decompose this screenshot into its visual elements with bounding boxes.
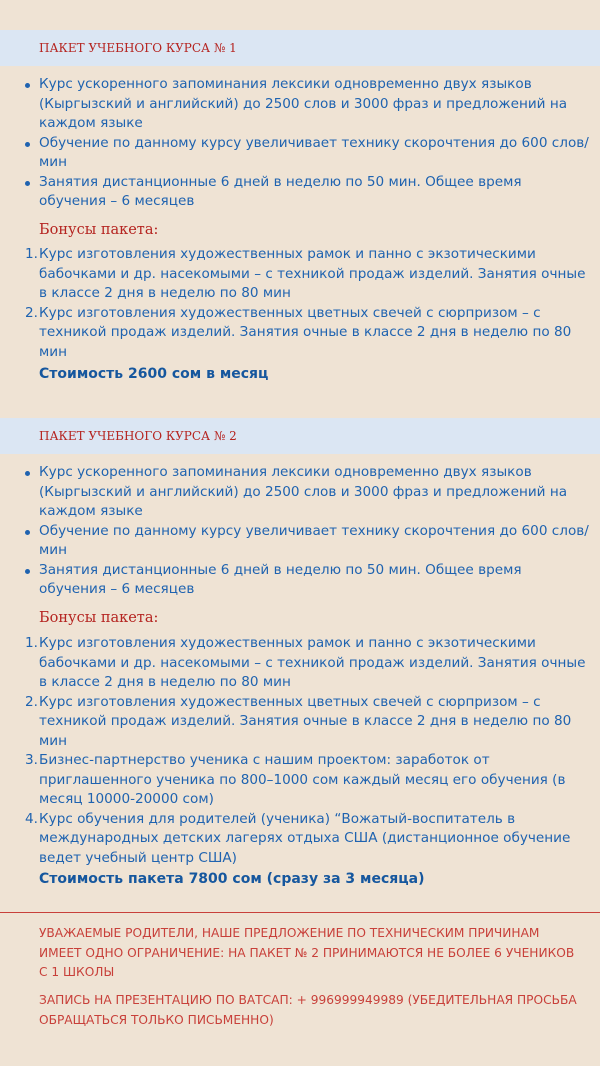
package1-bonus-title: Бонусы пакета:: [39, 222, 159, 238]
list-item: [22, 304, 592, 363]
list-item: [22, 173, 592, 212]
bonus-number: 3.: [25, 752, 38, 768]
list-item: [22, 751, 592, 810]
bullet-icon: [25, 83, 30, 88]
list-item: [22, 75, 592, 134]
bonus-text: Курс обучения для родителей (ученика) “Вожатый-воспитатель в международных детских лагерях отдыха США (дистанционное обучение ведет учебный центр США): [39, 810, 571, 866]
notice-contact: ЗАПИСЬ НА ПРЕЗЕНТАЦИЮ ПО ВАТСАП: + 996999949989 (УБЕДИТЕЛЬНАЯ ПРОСЬБА ОБРАЩАТЬСЯ ТОЛЬКО ПИСЬМЕННО): [39, 993, 577, 1027]
bullet-icon: [25, 569, 30, 574]
package2-bonus-title: Бонусы пакета:: [39, 610, 159, 626]
package2-header-band: [0, 418, 600, 454]
bullet-icon: [25, 181, 30, 186]
bonus-number: 1.: [25, 635, 38, 651]
list-item: [22, 561, 592, 600]
bonus-text: Курс изготовления художественных рамок и панно с экзотическими бабочками и др. насекомыми – с техникой продаж изделий. Занятия очные в классе 2 дня в неделю по 80 мин: [39, 635, 586, 690]
bonus-number: 1.: [25, 246, 38, 262]
list-item: [22, 810, 592, 869]
point-text: Курс ускоренного запоминания лексики одновременно двух языков (Кыргызский и английский) до 2500 слов и 3000 фраз и предложений на каждом языке: [39, 76, 568, 131]
list-item: [22, 134, 592, 173]
package1-bonus-list: [22, 245, 592, 362]
point-text: Курс ускоренного запоминания лексики одновременно двух языков (Кыргызский и английский) до 2500 слов и 3000 фраз и предложений на каждом языке: [39, 464, 568, 519]
bonus-number: 2.: [25, 304, 38, 321]
list-item: [22, 693, 592, 752]
bonus-text: Курс изготовления художественных цветных свечей с сюрпризом – с техникой продаж изделий. Занятия очные в классе 2 дня в неделю по 80 мин: [39, 304, 572, 360]
point-text: Обучение по данному курсу увеличивает технику скорочтения до 600 слов/мин: [39, 134, 589, 170]
notice-warning: УВАЖАЕМЫЕ РОДИТЕЛИ, НАШЕ ПРЕДЛОЖЕНИЕ ПО ТЕХНИЧЕСКИМ ПРИЧИНАМ ИМЕЕТ ОДНО ОГРАНИЧЕНИЕ: НА ПАКЕТ № 2 ПРИНИМАЮТСЯ НЕ БОЛЕЕ 6 УЧЕНИКОВ С 1 ШКОЛЫ: [39, 926, 575, 979]
bonus-text: Бизнес-партнерство ученика с нашим проектом: заработок от приглашенного ученика по 800–1000 сом каждый месяц его обучения (в месяц 10000-20000 сом): [39, 752, 566, 807]
bonus-number: 4.: [25, 810, 38, 827]
list-item: [22, 634, 592, 693]
package2-bonus-list: [22, 634, 592, 868]
point-text: Занятия дистанционные 6 дней в неделю по 50 мин. Общее время обучения – 6 месяцев: [39, 561, 522, 597]
point-text: Занятия дистанционные 6 дней в неделю по 50 мин. Общее время обучения – 6 месяцев: [39, 173, 522, 209]
bullet-icon: [25, 471, 30, 476]
package1-title: ПАКЕТ УЧЕБНОГО КУРСА № 1: [39, 41, 237, 55]
list-item: [22, 522, 592, 561]
package2-title: ПАКЕТ УЧЕБНОГО КУРСА № 2: [39, 429, 237, 443]
package2-price: Стоимость пакета 7800 сом (сразу за 3 месяца): [39, 871, 425, 887]
point-text: Обучение по данному курсу увеличивает технику скорочтения до 600 слов/мин: [39, 522, 589, 558]
package1-points-list: [22, 75, 592, 212]
divider: [0, 912, 600, 913]
bonus-number: 2.: [25, 693, 38, 710]
list-item: [22, 463, 592, 522]
package1-price: Стоимость 2600 сом в месяц: [39, 366, 269, 382]
package2-points-list: [22, 463, 592, 600]
list-item: [22, 245, 592, 304]
bullet-icon: [25, 142, 30, 147]
bonus-text: Курс изготовления художественных цветных свечей с сюрпризом – с техникой продаж изделий. Занятия очные в классе 2 дня в неделю по 80 мин: [39, 693, 572, 749]
bonus-text: Курс изготовления художественных рамок и панно с экзотическими бабочками и др. насекомыми – с техникой продаж изделий. Занятия очные в классе 2 дня в неделю по 80 мин: [39, 246, 586, 301]
package1-header-band: [0, 30, 600, 66]
bullet-icon: [25, 530, 30, 535]
